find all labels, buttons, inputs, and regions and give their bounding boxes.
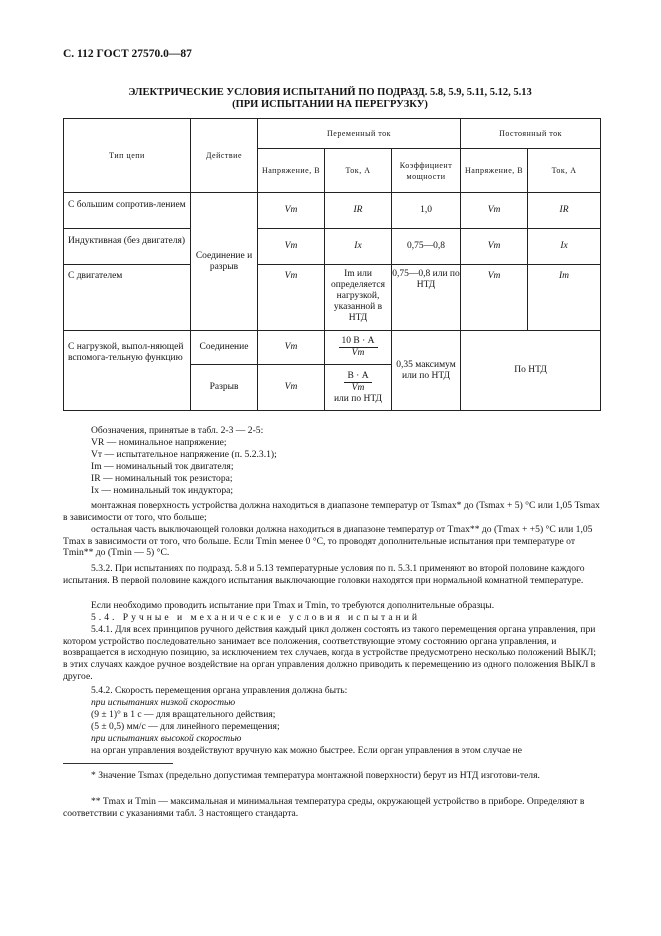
para-low-speed: при испытаниях низкой скоростью (91, 697, 236, 708)
note-ix: Ix — номинальный ток индуктора; (91, 485, 234, 496)
para-high-speed: при испытаниях высокой скоростью (91, 733, 242, 744)
row-aux-load: С нагрузкой, выпол-няющей вспомога-тельную функцию (64, 331, 191, 411)
head-circuit-type: Тип цепи (64, 119, 191, 193)
frac1-denominator: Vт (351, 348, 365, 358)
head-dc: Постоянный ток (461, 119, 601, 149)
head-dc-current: Ток, А (528, 149, 601, 193)
r2-ac-voltage: Vт (258, 229, 325, 265)
action-off: Разрыв (191, 365, 258, 411)
r1-dc-current: IR (528, 193, 601, 229)
footnote-2: ** Tmax и Tmin — максимальная и минимальная температура среды, окружающей устройство в приборе. Определяют в соответствии с указаниями табл. 3 настоящего стандарта. (63, 796, 585, 820)
test-conditions-table (63, 118, 601, 411)
r4a-ac-voltage: Vт (258, 331, 325, 365)
r3-ac-current: Im или определяется нагрузкой, указанной в НТД (325, 265, 392, 331)
note-ir: IR — номинальный ток резистора; (91, 473, 233, 484)
note-im: Im — номинальный ток двигателя; (91, 461, 234, 472)
r3-ac-pf: 0,75—0,8 или по НТД (392, 265, 461, 331)
head-ac-voltage: Напряжение, В (258, 149, 325, 193)
table-title-line2: (ПРИ ИСПЫТАНИИ НА ПЕРЕГРУЗКУ) (232, 99, 428, 110)
head-ac-current: Ток, А (325, 149, 392, 193)
para-rotary: (9 ± 1)° в 1 с — для вращательного действия; (91, 709, 276, 720)
table-title-line1: ЭЛЕКТРИЧЕСКИЕ УСЛОВИЯ ИСПЫТАНИЙ ПО ПОДРАЗД. 5.8, 5.9, 5.11, 5.12, 5.13 (128, 87, 532, 98)
note-vr: VR — номинальное напряжение; (91, 437, 227, 448)
r4b-ac-current (325, 365, 392, 411)
para-extra-samples: Если необходимо проводить испытание при Tmax и Tmin, то требуются дополнительные образцы. (91, 600, 495, 611)
r2-dc-current: Ix (528, 229, 601, 265)
para-manual-fast: на орган управления воздействуют вручную как можно быстрее. Если орган управления в этом случае не (91, 745, 523, 756)
footnote-1: * Значение Tsmax (предельно допустимая температура монтажной поверхности) берут из НТД изготови-теля. (91, 770, 540, 781)
r1-dc-voltage: Vт (461, 193, 528, 229)
r2-dc-voltage: Vт (461, 229, 528, 265)
head-action: Действие (191, 119, 258, 193)
r4-dc: По НТД (461, 331, 601, 411)
row-inductive: Индуктивная (без двигателя) (64, 229, 191, 265)
frac2-denominator: Vт (351, 382, 365, 393)
head-ac: Переменный ток (258, 119, 461, 149)
para-5-4-1: 5.4.1. Для всех принципов ручного действия каждый цикл должен состоять из такого перемещения органа управления, при котором устройство последовательно занимает все положения, соответствующие этому состоянию органа управления, и возвращается в исходную позицию, за исключением тех случаев, когда в устройстве предусмотрено несколько положений ВЫКЛ; в этих случаях каждое ручное воздействие на орган управления должно приводить к перемещению из одного положения ВЫКЛ в другое. (63, 624, 597, 682)
notes-intro: Обозначения, принятые в табл. 2-3 — 2-5: (91, 425, 264, 436)
r1-ac-current: IR (325, 193, 392, 229)
action-on: Соединение (191, 331, 258, 365)
para-mounting-surface: монтажная поверхность устройства должна находиться в диапазоне температур от Tsmax* до (Tsmax + 5) °C или 1,05 Tsmax в зависимости от того, что больше; (63, 500, 600, 523)
note-vt: Vт — испытательное напряжение (п. 5.2.3.1); (91, 449, 277, 460)
row-motor: С двигателем (64, 265, 191, 331)
r3-ac-voltage: Vт (258, 265, 325, 331)
footnote-divider (63, 763, 173, 764)
r4-ac-pf: 0,35 максимум или по НТД (392, 331, 461, 411)
row-high-resistance: С большим сопротив-лением (64, 193, 191, 229)
para-linear: (5 ± 0,5) мм/с — для линейного перемещения; (91, 721, 280, 732)
r1-ac-voltage: Vт (258, 193, 325, 229)
action-onoff: Соединение и разрыв (191, 193, 258, 331)
para-5-4-2: 5.4.2. Скорость перемещения органа управления должна быть: (91, 685, 348, 696)
frac2-or-ntd: или по НТД (333, 393, 383, 404)
r3-dc-voltage: Vт (461, 265, 528, 331)
r2-ac-pf: 0,75—0,8 (392, 229, 461, 265)
para-5-3-2: 5.3.2. При испытаниях по подразд. 5.8 и 5.13 температурные условия по п. 5.3.1 применяют во второй половине каждого испытания. В первой половине каждого испытания выключающие головки находятся при нормальной комнатной температуре. (63, 563, 585, 586)
r3-dc-current: Im (528, 265, 601, 331)
r4a-ac-current (325, 331, 392, 365)
frac2-numerator: В · А (344, 371, 371, 383)
frac1-numerator: 10 В · А (339, 336, 378, 348)
r2-ac-current: Ix (325, 229, 392, 265)
r1-ac-pf: 1,0 (392, 193, 461, 229)
heading-5-4: 5.4. Ручные и механические условия испытаний (91, 612, 421, 623)
head-ac-pf: Коэффициент мощности (392, 149, 461, 193)
page-header: С. 112 ГОСТ 27570.0—87 (63, 48, 192, 60)
head-dc-voltage: Напряжение, В (461, 149, 528, 193)
para-remaining-part: остальная часть выключающей головки должна находиться в диапазоне температур от Tmax** до (Tmax + +5) °С или 1,05 Tmax в зависимости от того, что больше. Если Tmin менее 0 °C, то проводят дополнительные испытания при температуре от Tmin** до (Tmin — 5) °C. (63, 524, 593, 559)
r4b-ac-voltage: Vт (258, 365, 325, 411)
